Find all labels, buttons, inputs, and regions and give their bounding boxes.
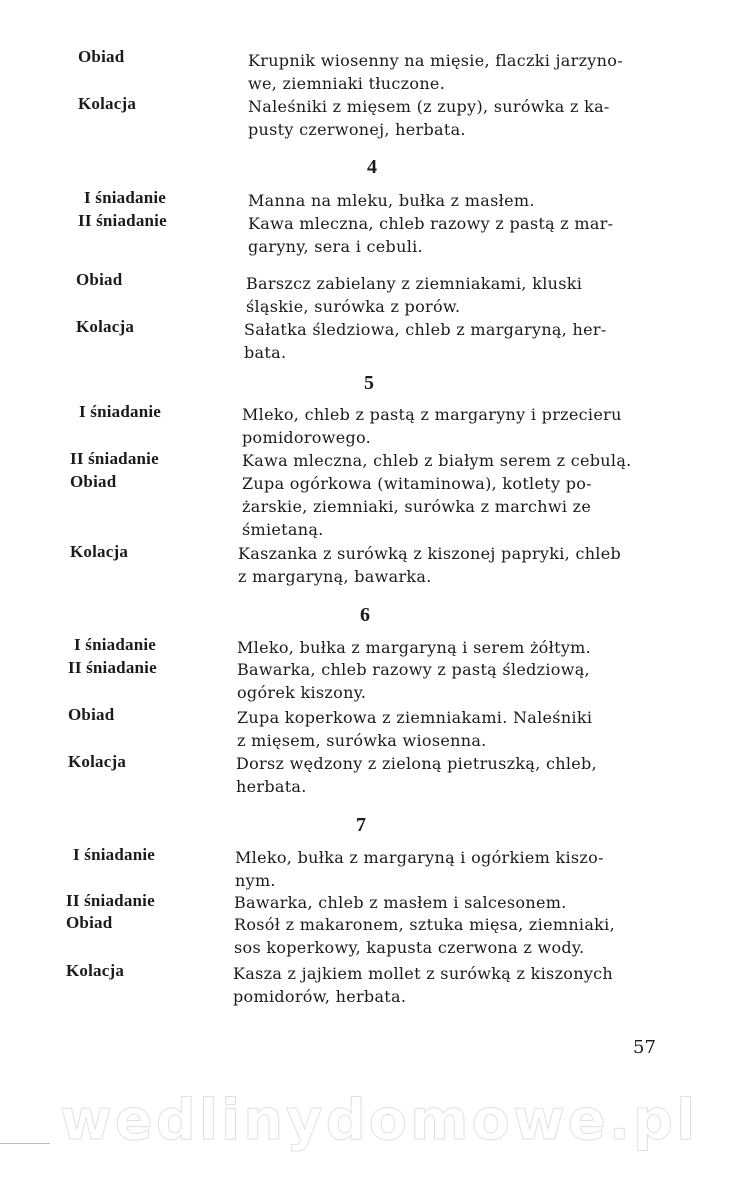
meal-description (233, 962, 668, 1008)
text-line: ogórek kiszony. (237, 683, 367, 702)
meal-label-ii-sniadanie: II śniadanie (78, 211, 167, 230)
meal-label-i-sniadanie: I śniadanie (79, 402, 162, 421)
meal-description (244, 318, 668, 364)
text-line: Krupnik wiosenny na mięsie, flaczki jarzyno- (248, 51, 623, 70)
text-line: Mleko, bułka z margaryną i ogórkiem kiszo- (235, 848, 604, 867)
meal-label-obiad: Obiad (66, 913, 113, 932)
meal-description (234, 913, 668, 959)
meal-description (242, 403, 668, 449)
meal-label-i-sniadanie: I śniadanie (84, 188, 167, 207)
text-line: śmietaną. (242, 520, 324, 539)
text-line: Kawa mleczna, chleb z białym serem z cebulą. (242, 451, 632, 470)
text-line: Kawa mleczna, chleb razowy z pastą z mar- (248, 214, 614, 233)
meal-description (237, 636, 668, 659)
text-line: Zupa ogórkowa (witaminowa), kotlety po- (242, 474, 592, 493)
meal-label-kolacja: Kolacja (70, 542, 129, 561)
text-line: Sałatka śledziowa, chleb z margaryną, her- (244, 320, 607, 339)
text-line: pomidorowego. (242, 428, 372, 447)
text-line: Dorsz wędzony z zieloną pietruszką, chleb, (236, 754, 597, 773)
meal-description (246, 272, 668, 318)
text-line: we, ziemniaki tłuczone. (248, 74, 446, 93)
text-line: z margaryną, bawarka. (238, 567, 432, 586)
meal-label-kolacja: Kolacja (76, 317, 135, 336)
text-line: Manna na mleku, bułka z masłem. (248, 191, 535, 210)
meal-label-kolacja: Kolacja (78, 94, 137, 113)
text-line: Rosół z makaronem, sztuka mięsa, ziemniaki, (234, 915, 615, 934)
meal-label-ii-sniadanie: II śniadanie (70, 449, 159, 468)
meal-label-kolacja: Kolacja (66, 961, 125, 980)
text-line: bata. (244, 343, 287, 362)
meal-label-obiad: Obiad (68, 705, 115, 724)
meal-label-ii-sniadanie: II śniadanie (66, 891, 155, 910)
meal-description (237, 658, 668, 704)
text-line: sos koperkowy, kapusta czerwona z wody. (234, 938, 585, 957)
meal-description (235, 846, 668, 892)
edge-line (0, 1143, 50, 1144)
text-line: Mleko, chleb z pastą z margaryny i przecieru (242, 405, 622, 424)
day-number: 6 (360, 604, 370, 626)
text-line: Kasza z jajkiem mollet z surówką z kiszonych (233, 964, 614, 983)
meal-description (242, 449, 668, 472)
text-line: pomidorów, herbata. (233, 987, 407, 1006)
day-number: 5 (364, 372, 374, 394)
meal-label-i-sniadanie: I śniadanie (74, 635, 157, 654)
text-line: Kaszanka z surówką z kiszonej papryki, chleb (238, 544, 622, 563)
text-line: z mięsem, surówka wiosenna. (237, 731, 487, 750)
text-line: Bawarka, chleb z masłem i salcesonem. (234, 893, 567, 912)
meal-label-obiad: Obiad (76, 270, 123, 289)
meal-description (236, 752, 668, 798)
text-line: garyny, sera i cebuli. (248, 237, 423, 256)
meal-description (248, 189, 668, 212)
text-line: Mleko, bułka z margaryną i serem żółtym. (237, 638, 592, 657)
text-line: Naleśniki z mięsem (z zupy), surówka z ka- (248, 97, 610, 116)
text-line: Barszcz zabielany z ziemniakami, kluski (246, 274, 583, 293)
meal-label-i-sniadanie: I śniadanie (73, 845, 156, 864)
day-number: 4 (367, 156, 377, 178)
watermark: wedlinydomowe.pl (60, 1088, 699, 1153)
text-line: Bawarka, chleb razowy z pastą śledziową, (237, 660, 590, 679)
meal-label-obiad: Obiad (78, 47, 125, 66)
meal-description (242, 472, 668, 541)
text-line: herbata. (236, 777, 307, 796)
meal-label-obiad: Obiad (70, 472, 117, 491)
text-line: pusty czerwonej, herbata. (248, 120, 466, 139)
meal-description (234, 891, 668, 914)
text-line: Zupa koperkowa z ziemniakami. Naleśniki (237, 708, 593, 727)
meal-label-kolacja: Kolacja (68, 752, 127, 771)
text-line: nym. (235, 871, 276, 890)
meal-description (238, 542, 668, 588)
text-line: śląskie, surówka z porów. (246, 297, 461, 316)
meal-description (248, 212, 668, 258)
text-line: żarskie, ziemniaki, surówka z marchwi ze (242, 497, 592, 516)
meal-description (237, 706, 668, 752)
meal-description (248, 95, 668, 141)
meal-description (248, 49, 668, 95)
page-number: 57 (633, 1037, 656, 1058)
day-number: 7 (356, 814, 366, 836)
meal-label-ii-sniadanie: II śniadanie (68, 658, 157, 677)
